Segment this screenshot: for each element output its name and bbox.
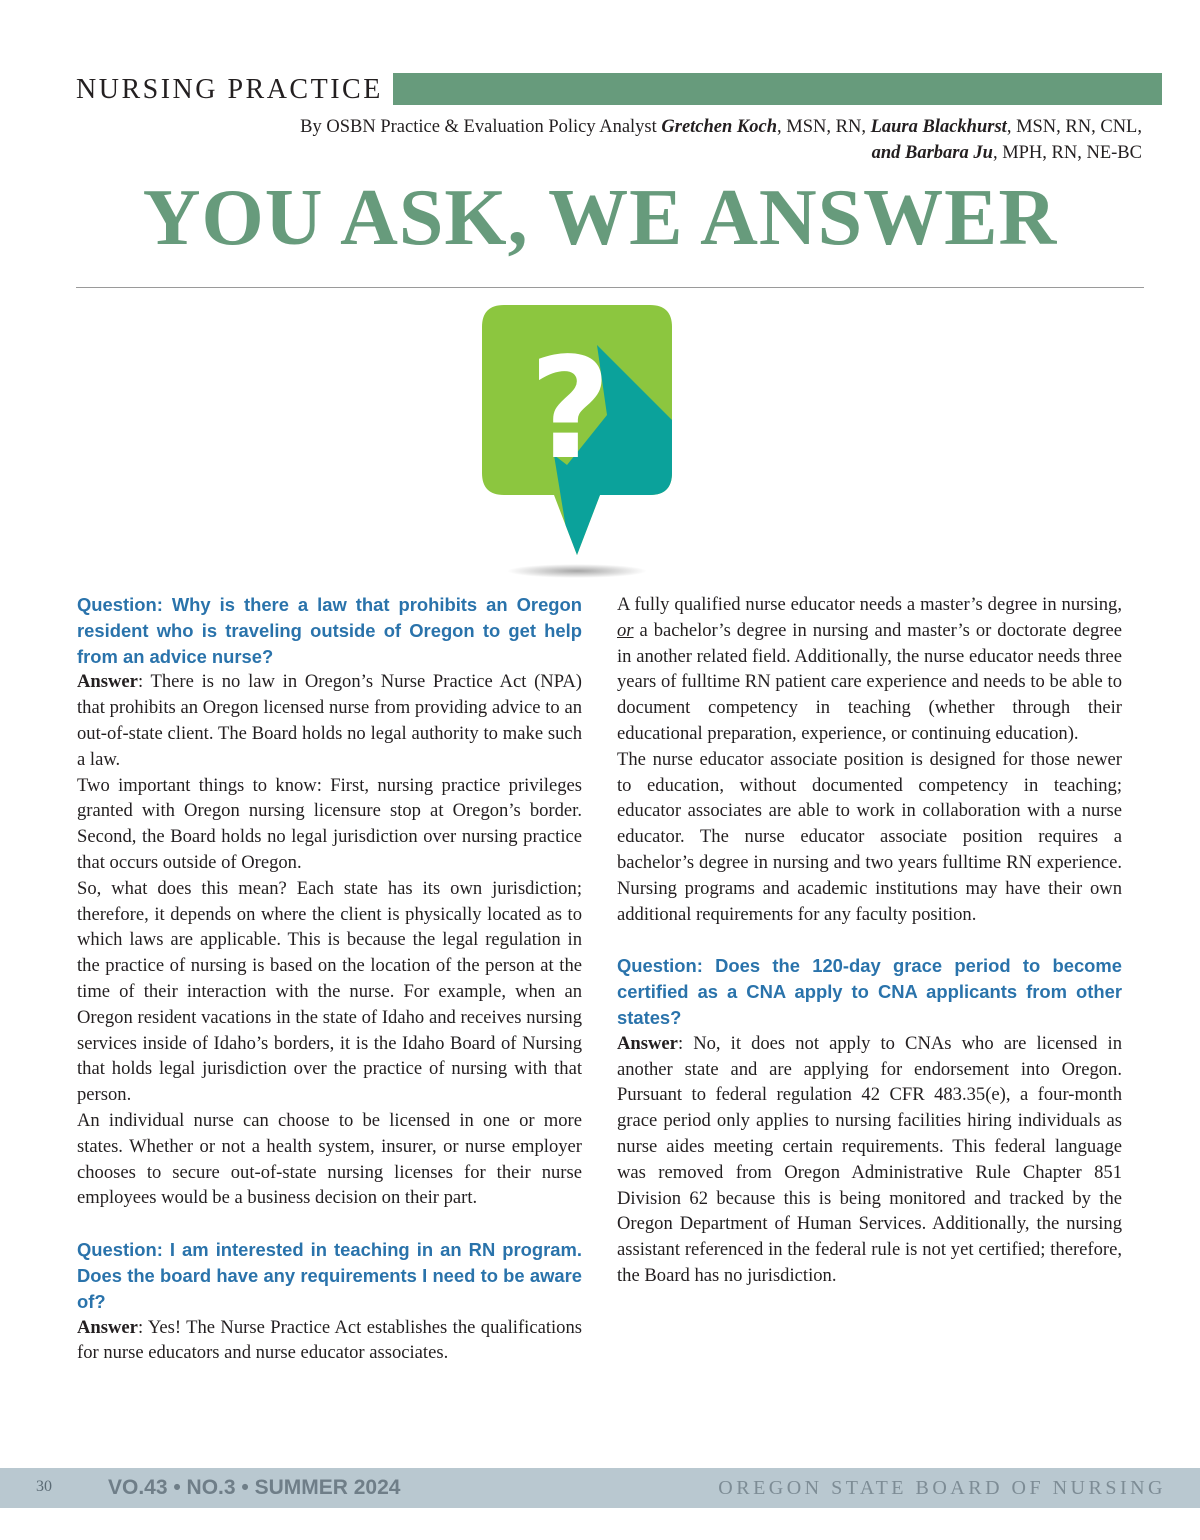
section-label: NURSING PRACTICE — [76, 74, 383, 105]
answer-2-para-2b: a bachelor’s degree in nursing and master’s or doctorate degree in another related field. Additionally, the nurse educator needs three years of fulltime RN patient care experience and needs to be able to document competency in teaching (whether through their educational preparation, experience, or continuing education). — [617, 619, 1122, 744]
answer-3-text: : No, it does not apply to CNAs who are licensed in another state and are applying for endorsement into Oregon. Pursuant to federal regulation 42 CFR 483.35(e), a four-month grace period only applies to nursing facilities hiring individuals as nurse aides meeting certain requirements. This federal language was removed from Oregon Administrative Rule Chapter 851 Division 62 because this is being monitored and tracked by the Oregon Department of Human Services. Additionally, the nursing assistant referenced in the federal rule is not yet certified; therefore, the Board has no jurisdiction. — [617, 1032, 1122, 1286]
footer-bar — [0, 1468, 1200, 1508]
left-column — [77, 592, 582, 1366]
answer-3 — [617, 1031, 1122, 1289]
cred-ju: , MPH, RN, NE-BC — [992, 143, 1142, 163]
answer-2-para-3: The nurse educator associate position is designed for those newer to education, without documented competency in teaching; educator associates are able to work in collaboration with a nurse educator. The nurse educator associate position requires a bachelor’s degree in nursing and two years fulltime RN experience. Nursing programs and academic institutions may have their own additional requirements for any faculty position. — [617, 748, 1122, 925]
answer-1 — [77, 669, 582, 772]
question-bubble-icon — [482, 305, 682, 585]
author-blackhurst: Laura Blackhurst — [870, 117, 1007, 137]
byline-prefix: By OSBN Practice & Evaluation Policy Analyst — [300, 117, 662, 137]
answer-2-para-2 — [617, 592, 1122, 747]
question-1: Question: Why is there a law that prohibits an Oregon resident who is traveling outside of Oregon to get help from an advice nurse? — [77, 594, 582, 667]
page-title: YOU ASK, WE ANSWER — [142, 174, 1058, 262]
right-column — [617, 592, 1122, 1289]
answer-2-label: Answer — [77, 1316, 138, 1338]
issue-info: VO.43 • NO.3 • SUMMER 2024 — [108, 1476, 401, 1499]
answer-1-label: Answer — [77, 671, 138, 693]
section-bar — [393, 73, 1162, 105]
cred-koch: , MSN, RN, — [777, 117, 871, 137]
org-name: OREGON STATE BOARD OF NURSING — [718, 1477, 1166, 1499]
answer-1-para-4: An individual nurse can choose to be licensed in one or more states. Whether or not a health system, insurer, or nurse employer chooses to secure out-of-state nursing licenses for their nurse employees would be a business decision on their part. — [77, 1109, 582, 1209]
answer-2-para-2a: A fully qualified nurse educator needs a master’s degree in nursing, — [617, 594, 1122, 615]
question-3: Question: Does the 120-day grace period to become certified as a CNA apply to CNA applicants from other states? — [617, 955, 1122, 1028]
question-mark-glyph: ? — [529, 328, 611, 491]
icon-shadow — [507, 564, 647, 578]
cred-blackhurst: , MSN, RN, CNL, — [1006, 117, 1142, 137]
question-2: Question: I am interested in teaching in an RN program. Does the board have any requirements I need to be aware of? — [77, 1239, 582, 1312]
author-ju: and Barbara Ju — [871, 143, 993, 163]
answer-2-or-emphasis: or — [617, 619, 634, 641]
answer-1-para-2: Two important things to know: First, nursing practice privileges granted with Oregon nursing licensure stop at Oregon’s border. Second, the Board holds no legal jurisdiction over nursing practice that occurs outside of Oregon. — [77, 774, 582, 873]
title-divider — [76, 287, 1144, 288]
answer-1-para-3: So, what does this mean? Each state has its own jurisdiction; therefore, it depends on where the client is physically located as to which laws are applicable. This is because the legal regulation in the practice of nursing is based on the location of the person at the time of their interaction with the nurse. For example, when an Oregon resident vacations in the state of Idaho and receives nursing services inside of Idaho’s borders, it is the Idaho Board of Nursing that holds legal jurisdiction over the practice of nursing with that person. — [77, 877, 582, 1106]
page-number: 30 — [36, 1478, 52, 1495]
author-koch: Gretchen Koch — [661, 117, 778, 137]
answer-1-text: : There is no law in Oregon’s Nurse Practice Act (NPA) that prohibits an Oregon licensed nurse from providing advice to an out-of-state client. The Board holds no legal authority to make such a law. — [77, 671, 582, 770]
answer-2-text: : Yes! The Nurse Practice Act establishes the qualifications for nurse educators and nurse educator associates. — [77, 1316, 582, 1364]
byline — [142, 114, 1142, 166]
answer-3-label: Answer — [617, 1032, 678, 1054]
answer-2 — [77, 1315, 582, 1367]
